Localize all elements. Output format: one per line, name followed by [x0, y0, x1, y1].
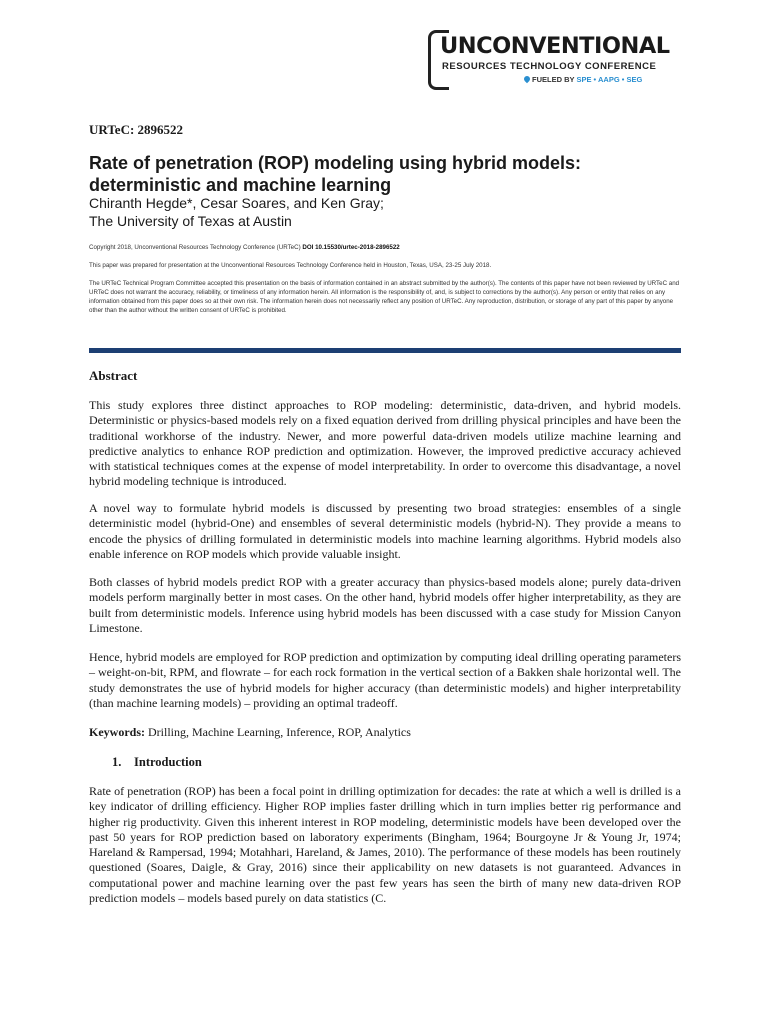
conference-logo — [428, 28, 684, 88]
fueled-by-label: FUELED BY — [532, 75, 575, 84]
section-number: 1. — [112, 755, 122, 769]
keywords — [89, 725, 411, 740]
title-line-2: deterministic and machine learning — [89, 175, 392, 195]
header-divider — [89, 348, 681, 353]
introduction-paragraph-1: Rate of penetration (ROP) has been a focal point in drilling optimization for decades: the rate at which a well is drilled is a key indicator of drilling efficiency. Higher ROP implies faster drilling which in turn implies better rig performance and higher rig productivity. Given this inherent interest in ROP modeling, deterministic models have been developed over the past 50 years for ROP prediction based on laboratory experiments (Bingham, 1964; Bourgoyne Jr & Young Jr, 1974; Hareland & Rampersad, 1994; Motahhari, Hareland, & James, 2010). The performance of these models has been routinely questioned (Soares, Daigle, & Gray, 2016) since their applicability on new datasets is not guaranteed. Advances in computational power and machine learning over the past few years has seen the birth of many new data-driven ROP prediction models – models based purely on data statistics (C. — [89, 784, 681, 906]
copyright-notice — [89, 243, 681, 252]
keywords-text: Drilling, Machine Learning, Inference, ROP, Analytics — [145, 725, 411, 739]
logo-wordmark: UNCONVENTIONAL — [440, 33, 670, 59]
copyright-text: Copyright 2018, Unconventional Resources Technology Conference (URTeC) — [89, 244, 303, 251]
abstract-paragraph-2: A novel way to formulate hybrid models is discussed by presenting two broad strategies: ensembles of a single deterministic model (hybrid-One) and ensembles of several deterministic models (hybrid-N). They provide a means to encode the physics of drilling formulated in deterministic models into machine learning algorithms. Hybrid models also enable inference on ROP models which provide valuable insight. — [89, 501, 681, 561]
prepared-note: This paper was prepared for presentation at the Unconventional Resources Technology Conference held in Houston, Texas, USA, 23-25 July 2018. — [89, 262, 492, 269]
affiliation: The University of Texas at Austin — [89, 213, 292, 229]
abstract-heading: Abstract — [89, 368, 138, 383]
abstract-paragraph-1: This study explores three distinct approaches to ROP modeling: deterministic, data-driven, and hybrid models. Deterministic or physics-based models rely on a fixed equation derived from drilling physical principles and have been the traditional workhorse of the industry. Newer, and more powerful data-driven models utilize machine learning and predictive analytics to enhance ROP prediction and optimization. However, the improved predictive accuracy achieved with statistical techniques comes at the expense of model interpretability. In order to overcome this disadvantage, a novel hybrid modeling technique is introduced. — [89, 398, 681, 489]
section-title: Introduction — [134, 755, 202, 769]
abstract-paragraph-4: Hence, hybrid models are employed for ROP prediction and optimization by computing ideal drilling operating parameters – weight-on-bit, RPM, and flowrate – for each rock formation in the vertical section of a Bakken shale horizontal well. The study demonstrates the use of hybrid models for higher accuracy (than deterministic models) and higher interpretability (than machine learning models) – providing an optimal tradeoff. — [89, 650, 681, 710]
title-line-1: Rate of penetration (ROP) modeling using hybrid models: — [89, 153, 582, 173]
paper-id: URTeC: 2896522 — [89, 122, 184, 137]
oil-drop-icon — [523, 75, 531, 83]
section-heading-introduction — [112, 755, 202, 770]
keywords-label: Keywords: — [89, 725, 145, 739]
committee-note: The URTeC Technical Program Committee accepted this presentation on the basis of information contained in an abstract submitted by the author(s). The contents of this paper have not been reviewed by URTeC and URTeC does not warrant the accuracy, reliability, or timeliness of any information herein. All information is the responsibility of, and, is subject to corrections by the author(s). Any person or entity that relies on any information obtained from this paper does so at their own risk. The information herein does not necessarily reflect any position of URTeC. Any reproduction, distribution, or storage of any part of this paper by anyone other than the author without the written consent of URTeC is prohibited. — [89, 280, 680, 314]
doi: DOI 10.15530/urtec-2018-2896522 — [302, 244, 400, 251]
authors: Chiranth Hegde*, Cesar Soares, and Ken Gray; — [89, 195, 384, 211]
paper-title — [89, 152, 689, 196]
logo-subtitle: RESOURCES TECHNOLOGY CONFERENCE — [442, 61, 657, 72]
logo-fueled-by — [532, 75, 642, 84]
author-block — [89, 194, 689, 230]
sponsor-orgs: SPE • AAPG • SEG — [576, 75, 643, 84]
abstract-paragraph-3: Both classes of hybrid models predict ROP with a greater accuracy than physics-based models alone; purely data-driven models perform marginally better in most cases. On the other hand, hybrid models offer higher interpretability, as they are built from deterministic models. Inference using hybrid models has been discussed with a case study for Mission Canyon Limestone. — [89, 575, 681, 635]
